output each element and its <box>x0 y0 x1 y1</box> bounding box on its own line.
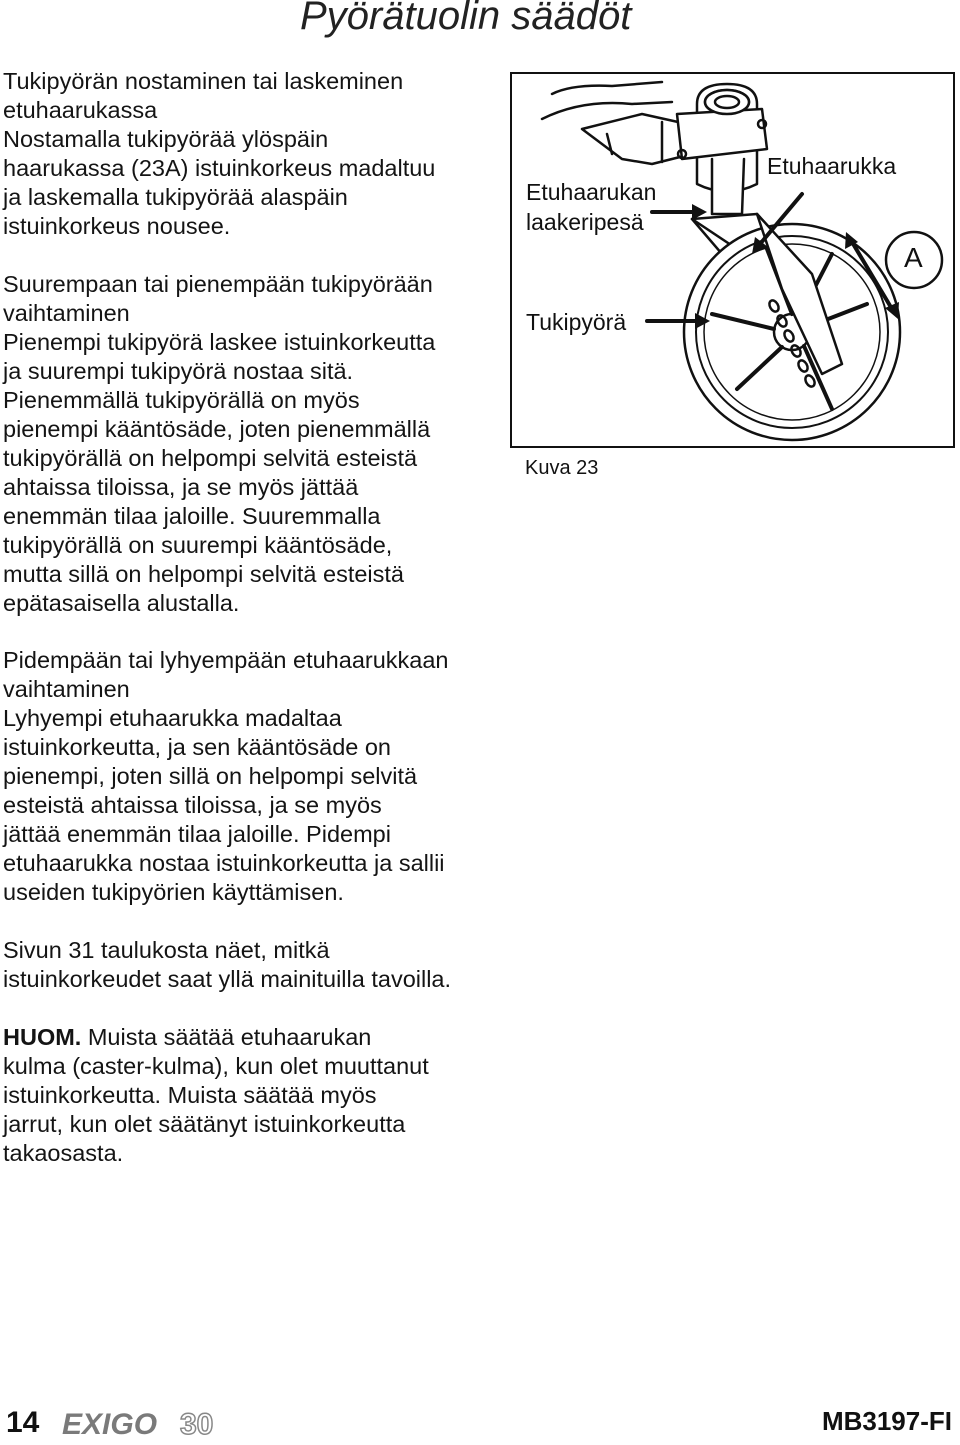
brand-logo <box>62 1406 252 1440</box>
section-heading: vaihtaminen <box>3 300 130 326</box>
section-heading: Pidempään tai lyhyempään etuhaarukkaan <box>3 647 449 673</box>
text-line: Pienempi tukipyörä laskee istuinkorkeutta <box>3 329 436 355</box>
text-line: jättää enemmän tilaa jaloille. Pidempi <box>3 821 391 847</box>
label-caster: Tukipyörä <box>526 309 627 335</box>
label-fork: Etuhaarukka <box>767 153 897 179</box>
text-line: ja laskemalla tukipyörää alaspäin <box>3 184 348 210</box>
label-bearing-line2: laakeripesä <box>526 209 644 235</box>
text-line: ja suurempi tukipyörä nostaa sitä. <box>3 358 354 384</box>
text-line: Pienemmällä tukipyörällä on myös <box>3 387 360 413</box>
label-a: A <box>904 242 923 273</box>
document-code: MB3197-FI <box>821 1406 952 1436</box>
figure-caption: Kuva 23 <box>525 457 599 479</box>
text-line: mutta sillä on helpompi selvitä esteistä <box>3 561 405 587</box>
text-line: esteistä ahtaissa tiloissa, ja se myös <box>3 792 382 818</box>
text-line: Sivun 31 taulukosta näet, mitkä <box>3 937 330 963</box>
text-line: enemmän tilaa jaloille. Suuremmalla <box>3 503 381 529</box>
section-caster-height <box>3 67 513 241</box>
note-block <box>3 1023 513 1168</box>
text-line: pienempi, joten sillä on helpompi selvitä <box>3 763 418 789</box>
text-line: istuinkorkeus nousee. <box>3 213 231 239</box>
text-line: tukipyörällä on suurempi kääntösäde, <box>3 532 393 558</box>
text-line: istuinkorkeutta. Muista säätää myös <box>3 1082 377 1108</box>
text-line: takaosasta. <box>3 1140 124 1166</box>
page-title: Pyörätuolin säädöt <box>300 0 632 38</box>
svg-text:EXIGO: EXIGO <box>62 1408 158 1440</box>
text-line: kulma (caster-kulma), kun olet muuttanut <box>3 1053 429 1079</box>
section-heading: vaihtaminen <box>3 676 130 702</box>
text-line: ahtaissa tiloissa, ja se myös jättää <box>3 474 359 500</box>
text-line: istuinkorkeudet saat yllä mainituilla tavoilla. <box>3 966 452 992</box>
section-heading: Suurempaan tai pienempään tukipyörään <box>3 271 433 297</box>
section-heading: Tukipyörän nostaminen tai laskeminen <box>3 68 404 94</box>
section-table-reference <box>3 936 513 994</box>
text-line: Muista säätää etuhaarukan <box>81 1024 372 1050</box>
text-line: useiden tukipyörien käyttämisen. <box>3 879 344 905</box>
section-heading: etuhaarukassa <box>3 97 158 123</box>
svg-text:30: 30 <box>180 1408 214 1440</box>
note-first-line <box>3 1023 513 1052</box>
label-bearing-line1: Etuhaarukan <box>526 179 657 205</box>
exigo-logo-graphic <box>62 1406 252 1440</box>
text-line: jarrut, kun olet säätänyt istuinkorkeutta <box>3 1111 406 1137</box>
section-caster-size <box>3 270 513 618</box>
text-line: pienempi kääntösäde, joten pienemmällä <box>3 416 431 442</box>
note-label: HUOM. <box>3 1024 82 1050</box>
text-line: Nostamalla tukipyörää ylöspäin <box>3 126 329 152</box>
caster-fork-illustration <box>512 74 953 446</box>
figure-caster-fork <box>510 72 955 448</box>
text-line: epätasaisella alustalla. <box>3 590 240 616</box>
section-fork-length <box>3 646 513 907</box>
text-line: Lyhyempi etuhaarukka madaltaa <box>3 705 342 731</box>
text-line: haarukassa (23A) istuinkorkeus madaltuu <box>3 155 436 181</box>
page-number: 14 <box>6 1406 40 1439</box>
text-line: etuhaarukka nostaa istuinkorkeutta ja sallii <box>3 850 445 876</box>
text-line: istuinkorkeutta, ja sen kääntösäde on <box>3 734 392 760</box>
text-line: tukipyörällä on helpompi selvitä esteistä <box>3 445 418 471</box>
